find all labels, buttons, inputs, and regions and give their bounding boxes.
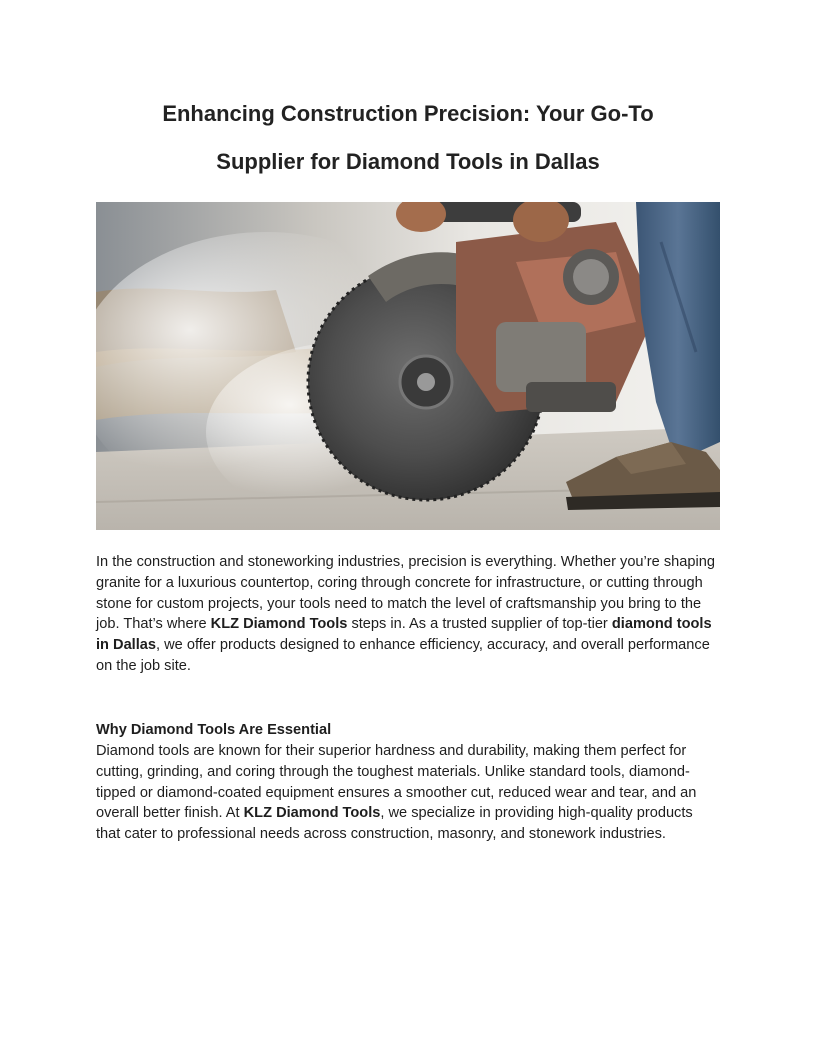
brand-name-bold: KLZ Diamond Tools (210, 616, 348, 633)
intro-text-1: In the construction and stoneworking industries, precision is everything. Whether you’re shaping granite for a luxurious countertop, coring through concrete for infrastructure, or cutting through stone for custom projects, your tools need to match the level of craftsmanship you bring to the job. That’s where (96, 554, 715, 633)
section-paragraph (96, 741, 720, 845)
section-text-1: Diamond tools are known for their superior hardness and durability, making them perfect for cutting, grinding, and coring through the toughest materials. Unlike standard tools, diamond-tipped or diamond-coated equipment ensures a smoother cut, reduced wear and tear, and an overall better finish. At (96, 743, 697, 822)
keyword-bold: diamond tools in Dallas (96, 616, 712, 654)
intro-paragraph (96, 552, 720, 677)
hero-image (96, 202, 720, 530)
title-line-1: Enhancing Construction Precision: Your Go-To (162, 101, 654, 126)
intro-text-3: , we offer products designed to enhance efficiency, accuracy, and overall performance on the job site. (96, 637, 710, 674)
brand-name-bold: KLZ Diamond Tools (243, 805, 381, 822)
title-line-2: Supplier for Diamond Tools in Dallas (216, 149, 600, 174)
concrete-saw-illustration (96, 202, 720, 530)
intro-text-2: steps in. As a trusted supplier of top-tier (347, 616, 612, 633)
page-title (96, 90, 720, 186)
section-text-2: , we specialize in providing high-quality products that cater to professional needs across construction, masonry, and stonework industries. (96, 805, 693, 843)
section-heading: Why Diamond Tools Are Essential (96, 722, 332, 738)
